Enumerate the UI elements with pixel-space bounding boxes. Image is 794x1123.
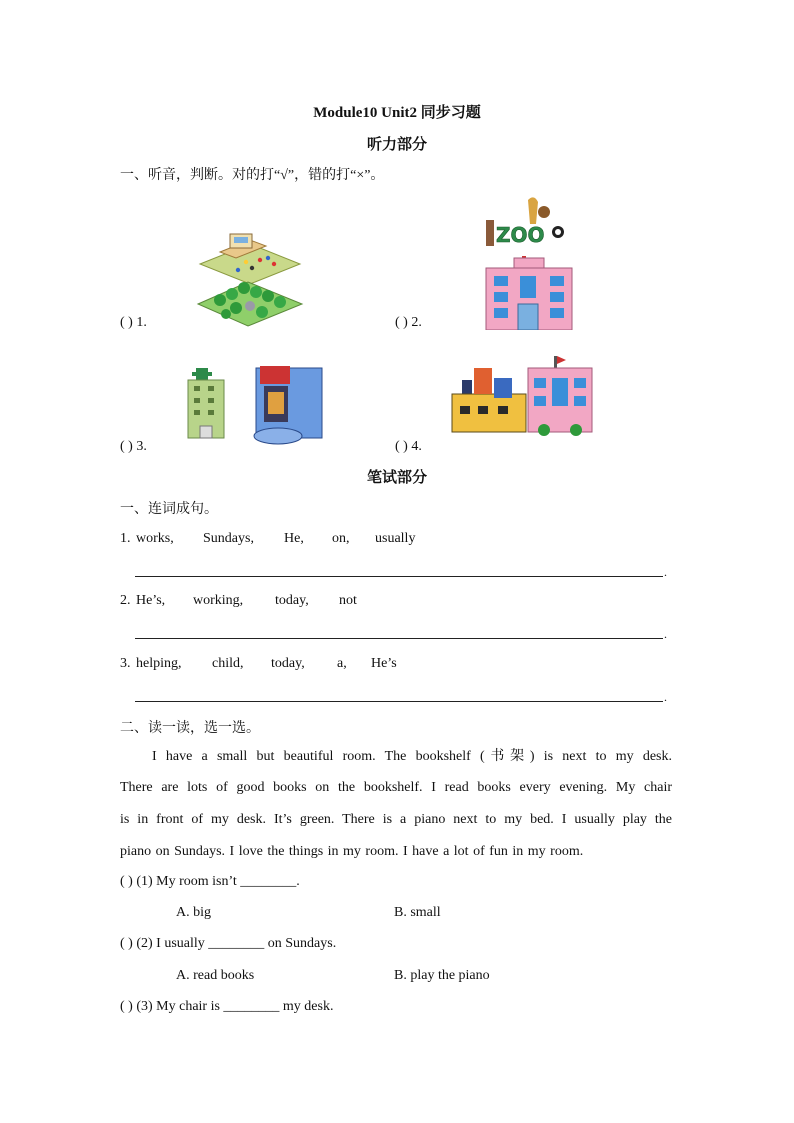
passage-line-2: There are lots of good books on the bookshelf. I read books every evening. My chair	[120, 780, 672, 795]
answer-line-1[interactable]	[135, 576, 663, 577]
mc-question-2	[120, 936, 336, 952]
answer-blank[interactable]: ( )	[120, 936, 133, 951]
word-chip: usually	[375, 531, 416, 546]
word-chip: child,	[212, 656, 244, 671]
answer-line-3[interactable]	[135, 701, 663, 702]
scramble-question-1	[120, 531, 420, 549]
listening-heading: 听力部分	[366, 137, 427, 153]
answer-blank[interactable]: ( )	[120, 874, 133, 889]
question-number: 2.	[120, 593, 131, 608]
item-number-1: 1.	[136, 315, 147, 330]
word-chip: working,	[193, 593, 244, 608]
mc-question-1	[120, 874, 300, 890]
option-a[interactable]: A. read books	[176, 968, 255, 983]
word-chip: He’s,	[136, 593, 166, 608]
word-chip: a,	[337, 656, 347, 671]
line-end-mark: .	[664, 627, 667, 641]
word-chip: today,	[271, 656, 305, 671]
word-chip: works,	[136, 531, 174, 546]
passage-line-4: piano on Sundays. I love the things in my room. I have a lot of fun in my room.	[120, 844, 584, 859]
answer-blank-2[interactable]: ( )	[395, 315, 408, 330]
listening-instruction: 一、听音，判断。对的打“√”，错的打“×”。	[120, 168, 385, 183]
question-text: (1) My room isn’t ________.	[136, 874, 300, 889]
word-chip: He’s	[371, 656, 397, 671]
factory-school-illustration	[448, 354, 594, 436]
word-chip: today,	[275, 593, 309, 608]
answer-blank[interactable]: ( )	[120, 999, 133, 1014]
scramble-question-3	[120, 656, 420, 674]
question-number: 3.	[120, 656, 131, 671]
passage-line-3: is in front of my desk. It’s green. There is a piano next to my bed. I usually play the	[120, 812, 672, 827]
page-title: Module10 Unit2 同步习题	[313, 105, 481, 121]
answer-blank-3[interactable]: ( )	[120, 439, 133, 454]
item-number-3: 3.	[136, 439, 147, 454]
scramble-question-2	[120, 593, 420, 611]
word-chip: not	[339, 593, 357, 608]
question-text: (3) My chair is ________ my desk.	[136, 999, 334, 1014]
question-number: 1.	[120, 531, 131, 546]
answer-blank-1[interactable]: ( )	[120, 315, 133, 330]
part1-instruction: 一、连词成句。	[120, 502, 218, 517]
word-chip: He,	[284, 531, 304, 546]
mc-question-3	[120, 999, 333, 1015]
option-a[interactable]: A. big	[176, 905, 211, 920]
word-chip: Sundays,	[203, 531, 254, 546]
writing-heading: 笔试部分	[366, 470, 427, 486]
part2-instruction: 二、读一读，选一选。	[120, 721, 260, 736]
passage-line-1: I have a small but beautiful room. The bookshelf (书架) is next to my desk.	[152, 749, 672, 764]
word-chip: on,	[332, 531, 350, 546]
zoo-illustration	[476, 192, 588, 330]
answer-blank-4[interactable]: ( )	[395, 439, 408, 454]
line-end-mark: .	[664, 690, 667, 704]
item-number-2: 2.	[411, 315, 422, 330]
answer-line-2[interactable]	[135, 638, 663, 639]
hospital-cinema-illustration	[184, 362, 326, 446]
line-end-mark: .	[664, 565, 667, 579]
item-number-4: 4.	[411, 439, 422, 454]
option-b[interactable]: B. small	[394, 905, 441, 920]
question-text: (2) I usually ________ on Sundays.	[136, 936, 337, 951]
word-chip: helping,	[136, 656, 182, 671]
option-b[interactable]: B. play the piano	[394, 968, 490, 983]
park-illustration	[190, 222, 310, 330]
zoo-sign-text: ZOO	[496, 223, 545, 247]
